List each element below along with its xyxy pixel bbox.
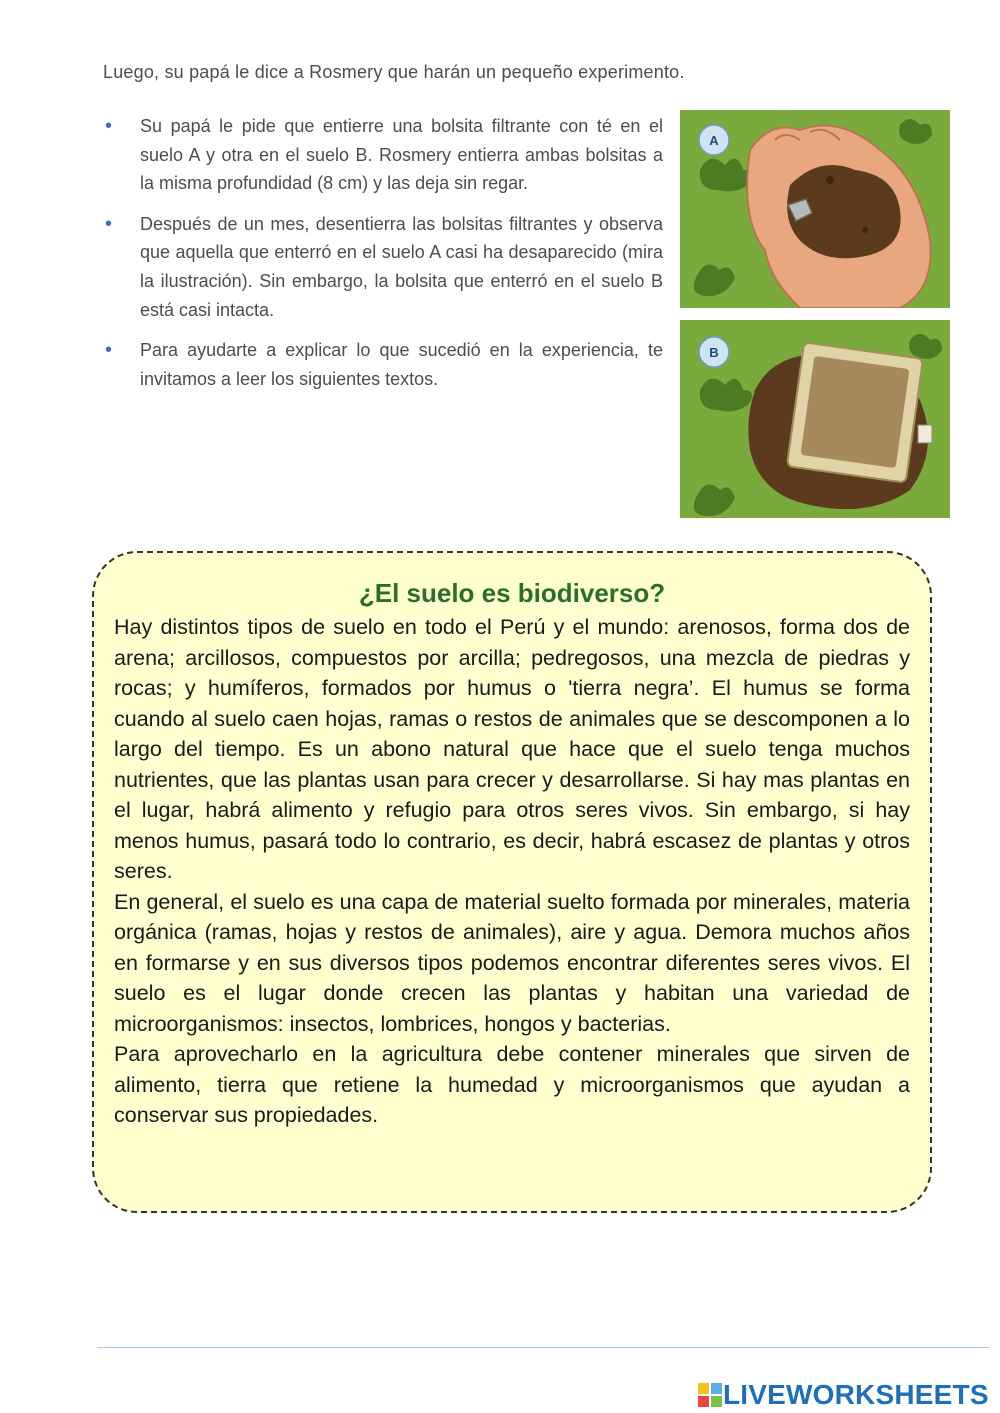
list-item-text: Para ayudarte a explicar lo que sucedió en la experiencia, te invitamos a leer los siguientes textos. [140, 340, 663, 389]
card-paragraph: Hay distintos tipos de suelo en todo el Perú y el mundo: arenosos, forma dos de arena; arcillosos, compuestos por arcilla; pedregosos, una mezcla de piedras y rocas; y humíferos, formados por humus o 'tierra negra’. El humus se forma cuando al suelo caen hojas, ramas o restos de animales que se descomponen a lo largo del tiempo. Es un abono natural que hace que el suelo tenga muchos nutrientes, que las plantas usan para crecer y desarrollarse. Si hay mas plantas en el lugar, habrá alimento y refugio para otros seres vivos. Sin embargo, si hay menos humus, pasará todo lo contrario, es decir, habrá escasez de plantas y otros seres. [114, 615, 910, 883]
label-b: B [709, 345, 719, 360]
bullet-icon: • [105, 115, 113, 137]
intact-tea-bag-image [680, 320, 950, 518]
list-item-text: Su papá le pide que entierre una bolsita filtrante con té en el suelo A y otra en el suelo B. Rosmery entierra ambas bolsitas a la misma profundidad (8 cm) y las deja sin regar. [140, 116, 663, 194]
list-item-text: Después de un mes, desentierra las bolsitas filtrantes y observa que aquella que enterró en el suelo A casi ha desaparecido (mira la ilustración). Sin embargo, la bolsita que enterró en el suelo B está casi intacta. [140, 213, 663, 320]
card-paragraph: Para aprovecharlo en la agricultura debe contener minerales que sirven de alimento, tierra que retiene la humedad y microorganismos que ayudan a conservar sus propiedades. [114, 1042, 910, 1127]
illustration-soil-b [680, 320, 950, 518]
liveworksheets-logo-icon [697, 1382, 723, 1408]
hand-with-soil-image [680, 110, 950, 308]
experiment-steps-list [103, 112, 663, 405]
bullet-icon: • [105, 212, 113, 235]
card-title: ¿El suelo es biodiverso? [358, 578, 666, 608]
brand-logo[interactable] [697, 1380, 989, 1410]
list-item [103, 112, 663, 198]
bullet-icon: • [105, 339, 113, 362]
footer-divider [97, 1347, 990, 1348]
card-paragraph: En general, el suelo es una capa de material suelto formada por minerales, materia orgánica (ramas, hojas y restos de animales), aire y agua. Demora muchos años en formarse y en sus diversos tipos podemos encontrar diferentes seres vivos. El suelo es el lugar donde crecen las plantas y habitan una variedad de microorganismos: insectos, lombrices, hongos y bacterias. [114, 889, 910, 1036]
list-item [103, 210, 663, 324]
card-body [114, 612, 910, 1131]
intro-text: Luego, su papá le dice a Rosmery que harán un pequeño experimento. [103, 62, 685, 82]
brand-name: LIVEWORKSHEETS [723, 1379, 989, 1410]
list-item [103, 336, 663, 393]
illustration-soil-a [680, 110, 950, 308]
label-a: A [709, 133, 719, 148]
